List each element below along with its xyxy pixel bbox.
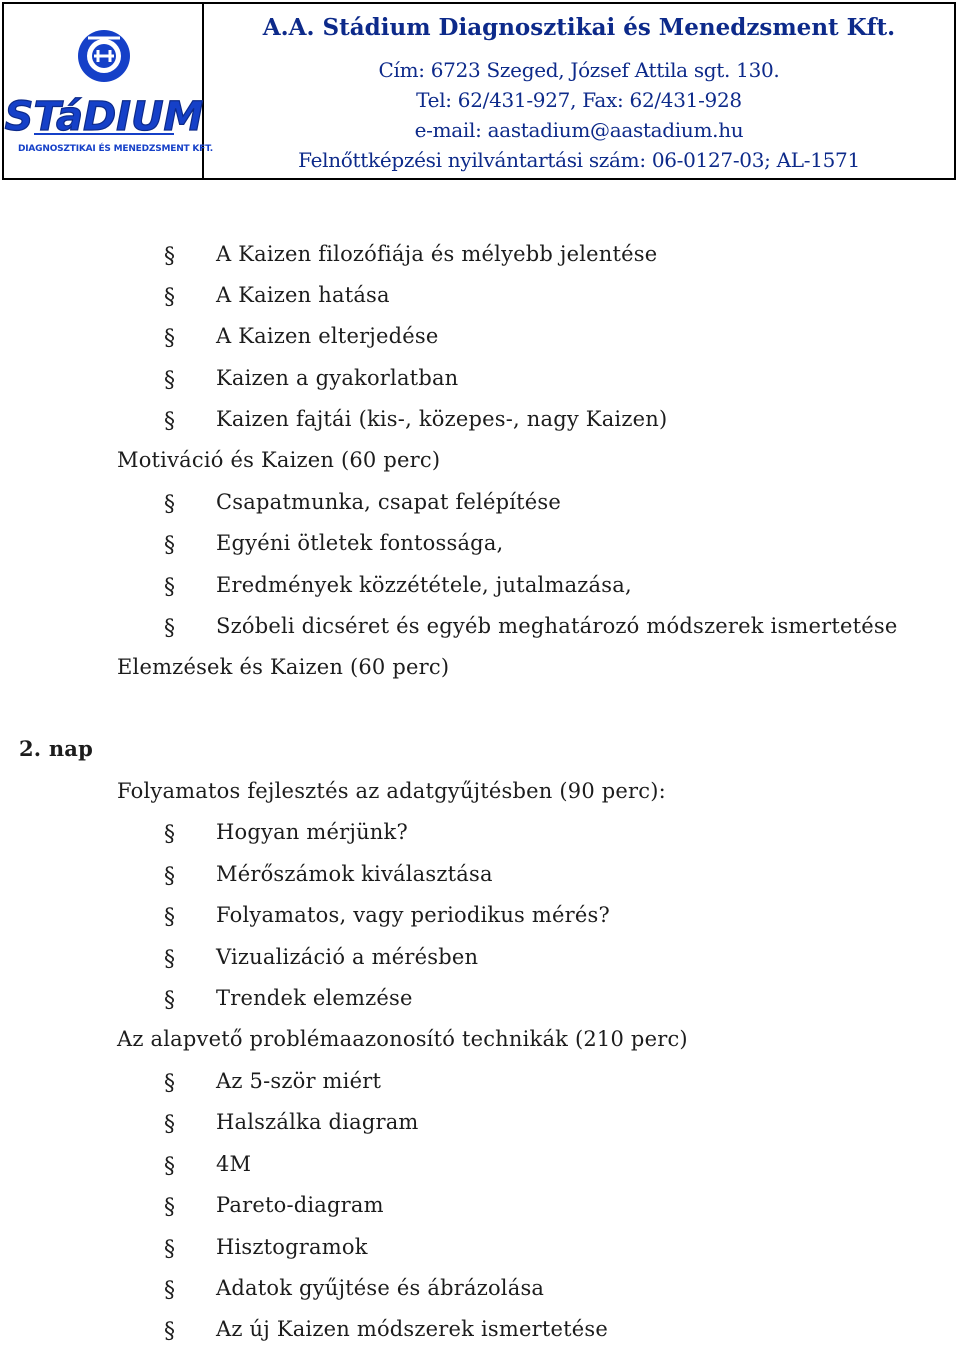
section-bullet-icon: § bbox=[164, 1112, 176, 1137]
address-line: Cím: 6723 Szeged, József Attila sgt. 130. bbox=[378, 58, 780, 82]
section-bullet-icon: § bbox=[164, 326, 176, 351]
list-item: § Vizualizáció a mérésben bbox=[216, 942, 478, 972]
list-item: § Pareto-diagram bbox=[216, 1190, 384, 1220]
list-item: § Hisztogramok bbox=[216, 1232, 368, 1262]
section-bullet-icon: § bbox=[164, 533, 176, 558]
list-item: § A Kaizen hatása bbox=[216, 280, 390, 310]
logo-wordmark: STáDIUM bbox=[4, 94, 204, 140]
list-item: § Adatok gyűjtése és ábrázolása bbox=[216, 1273, 544, 1303]
section-bullet-icon: § bbox=[164, 1237, 176, 1262]
list-item: § Az új Kaizen módszerek ismertetése bbox=[216, 1314, 608, 1344]
contact-info bbox=[204, 4, 954, 178]
email-line: e-mail: aastadium@aastadium.hu bbox=[414, 118, 744, 142]
list-item: § Az 5-ször miért bbox=[216, 1066, 381, 1096]
list-item: § A Kaizen elterjedése bbox=[216, 321, 439, 351]
list-item: § Folyamatos, vagy periodikus mérés? bbox=[216, 900, 610, 930]
section-heading: Motiváció és Kaizen (60 perc) bbox=[117, 448, 441, 472]
registration-line: Felnőttképzési nyilvántartási szám: 06-0127-03; AL-1571 bbox=[298, 148, 860, 172]
section-bullet-icon: § bbox=[164, 988, 176, 1013]
list-item: § Kaizen a gyakorlatban bbox=[216, 363, 458, 393]
section-bullet-icon: § bbox=[164, 492, 176, 517]
section-bullet-icon: § bbox=[164, 1154, 176, 1179]
logo-caption: DIAGNOSZTIKAI ÉS MENEDZSMENT KFT. bbox=[18, 144, 213, 154]
section-bullet-icon: § bbox=[164, 285, 176, 310]
company-name: A.A. Stádium Diagnosztikai és Menedzsment Kft. bbox=[262, 14, 896, 41]
list-item: § Egyéni ötletek fontossága, bbox=[216, 528, 503, 558]
section-bullet-icon: § bbox=[164, 1195, 176, 1220]
section-bullet-icon: § bbox=[164, 947, 176, 972]
section-bullet-icon: § bbox=[164, 1319, 176, 1344]
letterhead bbox=[2, 2, 956, 180]
section-heading: Az alapvető problémaazonosító technikák (210 perc) bbox=[117, 1027, 688, 1051]
list-item: § Halszálka diagram bbox=[216, 1107, 419, 1137]
list-item: § 4M bbox=[216, 1149, 251, 1179]
section-bullet-icon: § bbox=[164, 864, 176, 889]
day-heading: 2. nap bbox=[19, 736, 93, 761]
stadium-logo bbox=[4, 26, 204, 144]
list-item: § Eredmények közzététele, jutalmazása, bbox=[216, 570, 632, 600]
section-bullet-icon: § bbox=[164, 409, 176, 434]
section-bullet-icon: § bbox=[164, 822, 176, 847]
list-item: § Mérőszámok kiválasztása bbox=[216, 859, 493, 889]
section-bullet-icon: § bbox=[164, 905, 176, 930]
list-item: § Kaizen fajtái (kis-, közepes-, nagy Kaizen) bbox=[216, 404, 667, 434]
list-item: § Hogyan mérjünk? bbox=[216, 817, 408, 847]
section-bullet-icon: § bbox=[164, 575, 176, 600]
section-bullet-icon: § bbox=[164, 1278, 176, 1303]
section-bullet-icon: § bbox=[164, 1071, 176, 1096]
section-bullet-icon: § bbox=[164, 368, 176, 393]
list-item: § Trendek elemzése bbox=[216, 983, 413, 1013]
section-heading: Elemzések és Kaizen (60 perc) bbox=[117, 655, 450, 679]
list-item: § Szóbeli dicséret és egyéb meghatározó módszerek ismertetése bbox=[216, 611, 898, 641]
section-bullet-icon: § bbox=[164, 616, 176, 641]
section-bullet-icon: § bbox=[164, 244, 176, 269]
logo-cell bbox=[4, 4, 213, 178]
list-item: § A Kaizen filozófiája és mélyebb jelentése bbox=[216, 239, 657, 269]
list-item: § Csapatmunka, csapat felépítése bbox=[216, 487, 561, 517]
section-heading: Folyamatos fejlesztés az adatgyűjtésben (90 perc): bbox=[117, 779, 666, 803]
phone-line: Tel: 62/431-927, Fax: 62/431-928 bbox=[416, 88, 742, 112]
